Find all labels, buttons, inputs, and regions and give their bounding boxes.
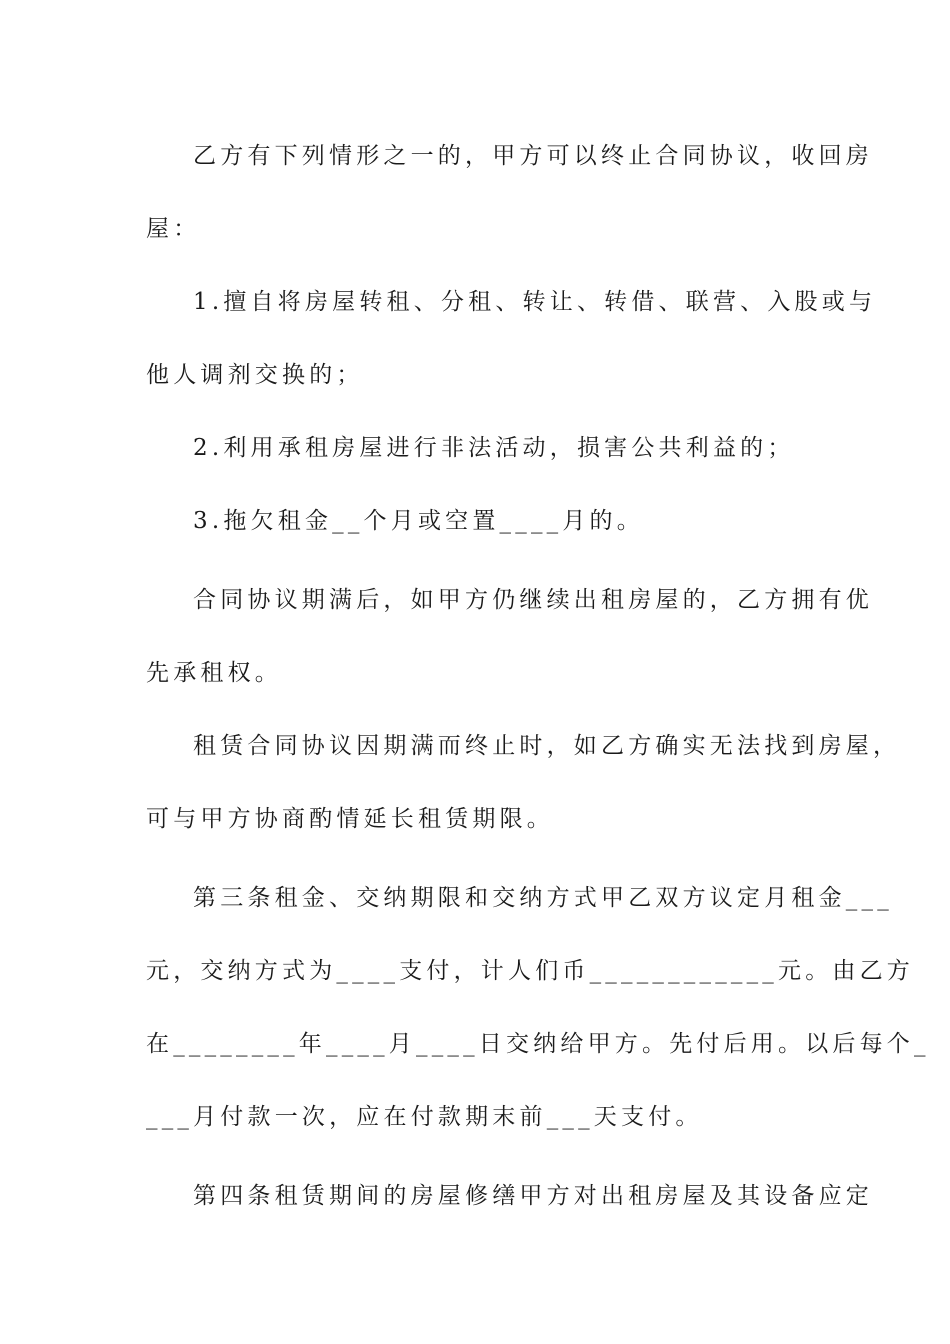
paragraph-line-2: 屋：: [146, 216, 201, 242]
paragraph-line-10: 可与甲方协商酌情延长租赁期限。: [146, 806, 554, 832]
paragraph-line-6: 3.拖欠租金__个月或空置____月的。: [193, 508, 644, 534]
paragraph-line-8: 先承租权。: [146, 660, 282, 686]
paragraph-line-1: 乙方有下列情形之一的，甲方可以终止合同协议，收回房: [193, 143, 873, 169]
paragraph-line-12: 元，交纳方式为____支付，计人们币____________元。由乙方: [146, 958, 914, 984]
paragraph-line-7: 合同协议期满后，如甲方仍继续出租房屋的，乙方拥有优: [193, 587, 873, 613]
paragraph-line-4: 他人调剂交换的；: [146, 362, 364, 388]
paragraph-line-11: 第三条租金、交纳期限和交纳方式甲乙双方议定月租金___: [193, 885, 893, 911]
paragraph-line-13: 在________年____月____日交纳给甲方。先付后用。以后每个_: [146, 1031, 930, 1057]
paragraph-line-3: 1.擅自将房屋转租、分租、转让、转借、联营、入股或与: [193, 289, 877, 315]
paragraph-line-14: ___月付款一次，应在付款期末前___天支付。: [146, 1104, 703, 1130]
paragraph-line-5: 2.利用承租房屋进行非法活动，损害公共利益的；: [193, 435, 795, 461]
paragraph-line-15: 第四条租赁期间的房屋修缮甲方对出租房屋及其设备应定: [193, 1183, 873, 1209]
paragraph-line-9: 租赁合同协议因期满而终止时，如乙方确实无法找到房屋，: [193, 733, 901, 759]
